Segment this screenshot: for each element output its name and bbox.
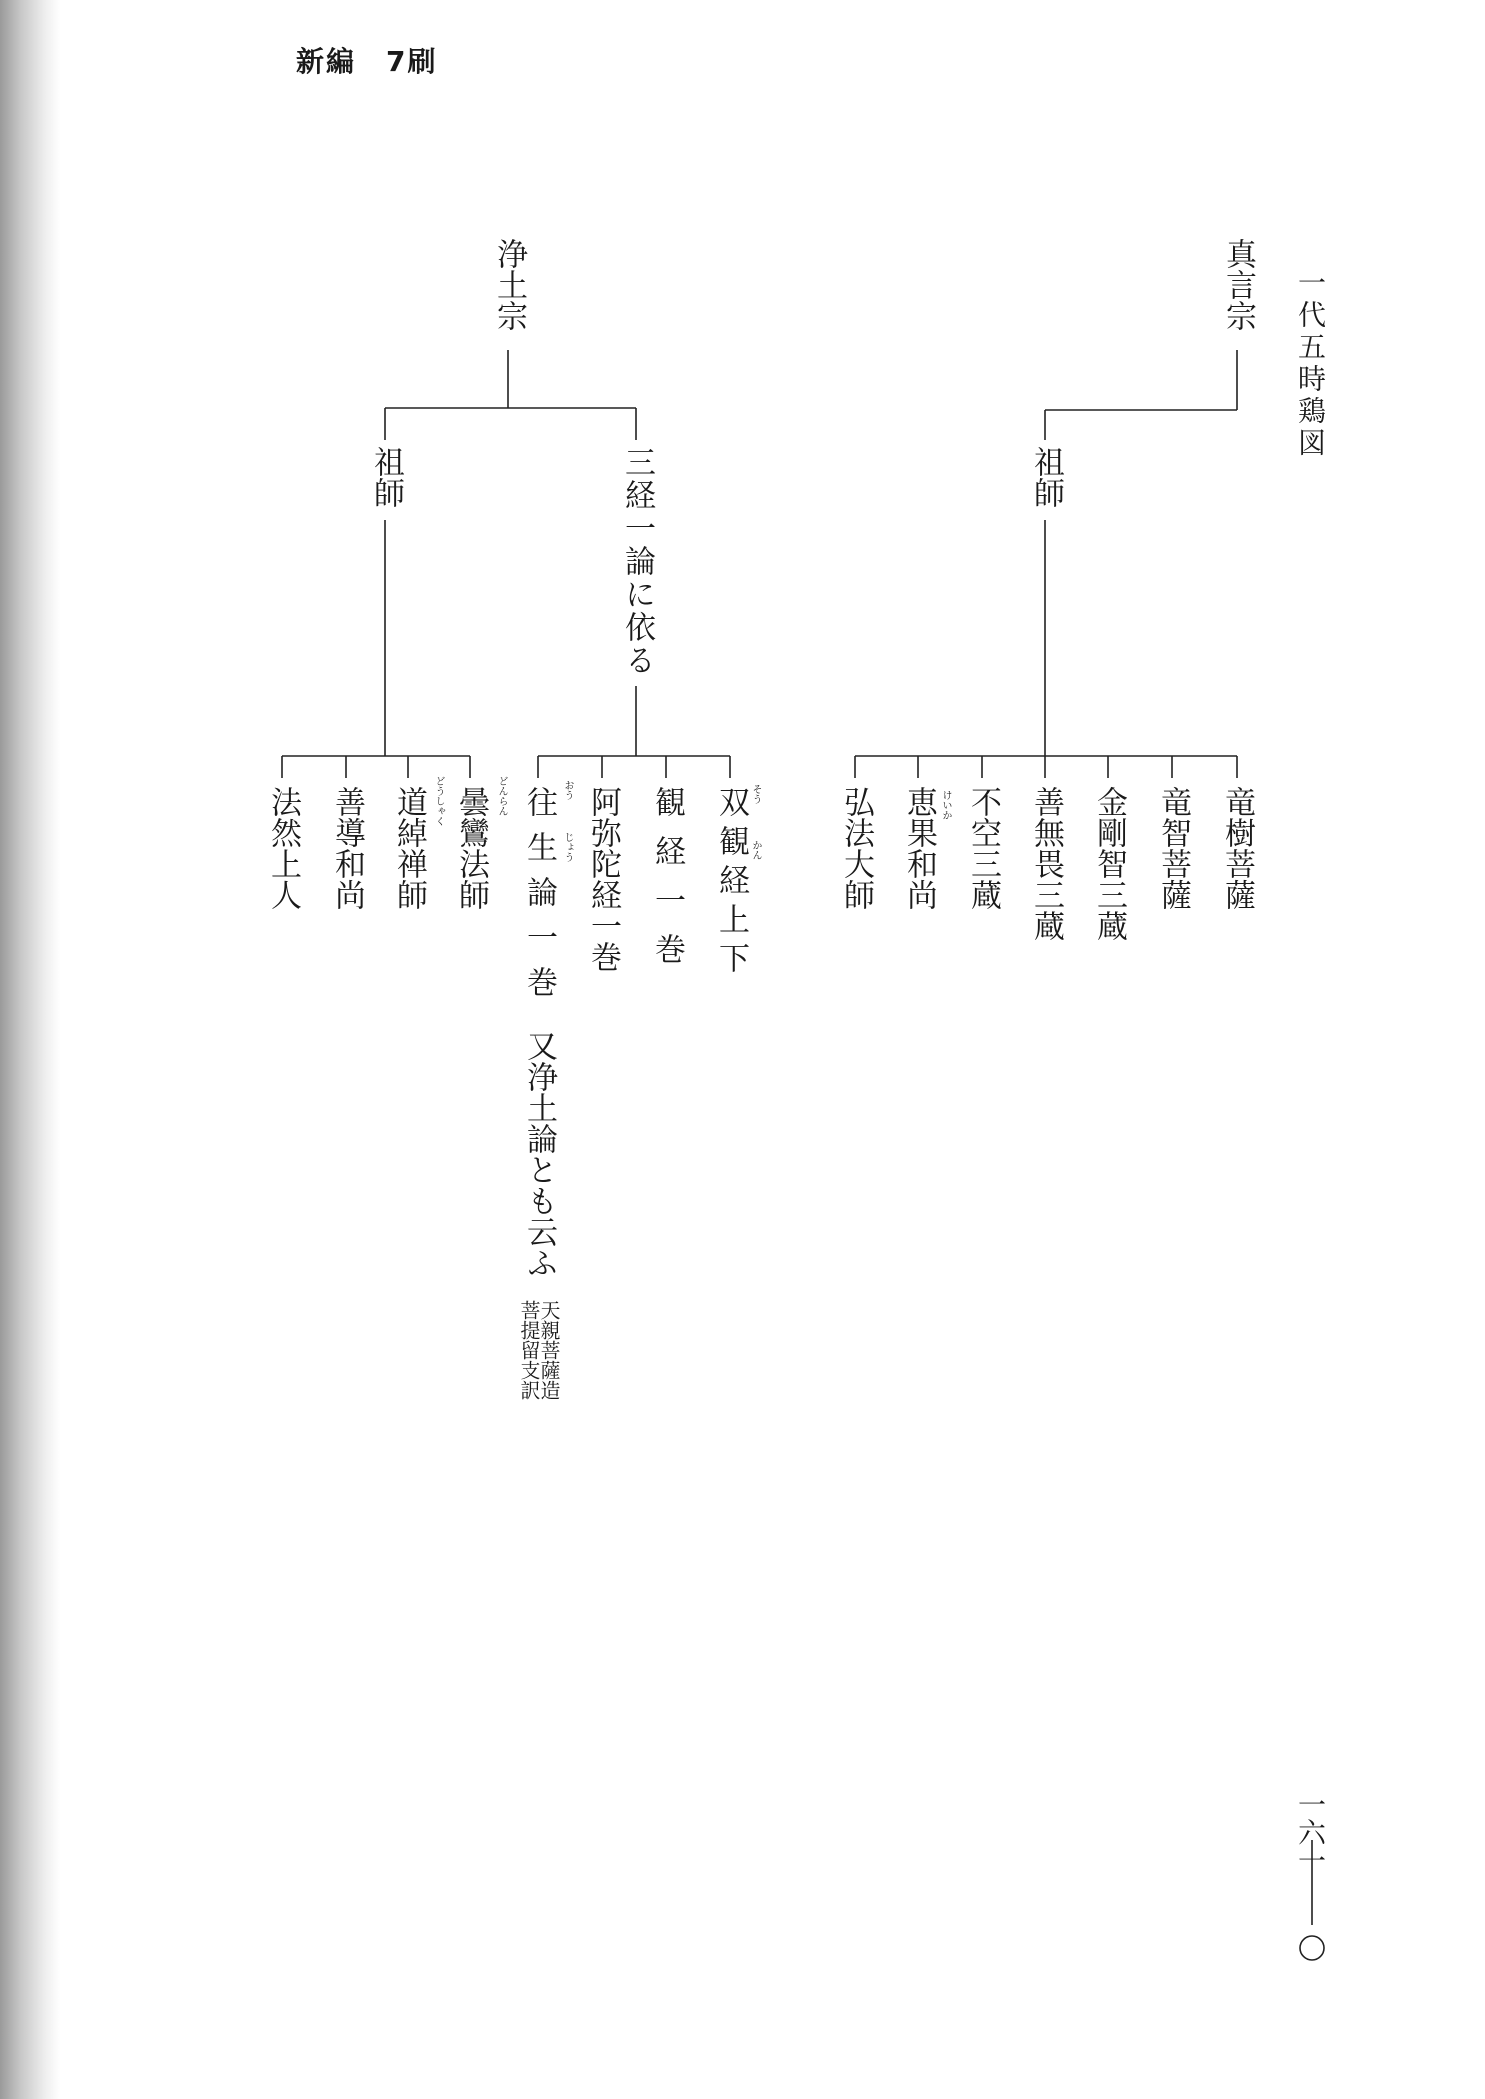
shingon-founders-label: 祖師 (1028, 446, 1064, 508)
shingon-master-1: 竜樹菩薩 (1219, 786, 1255, 910)
ruby-ou: おう (562, 780, 573, 800)
ojoron-small-2: 菩提留支訳 (517, 1300, 541, 1400)
ruby-donran: どんらん (496, 776, 507, 816)
jodo-master-1: 曇鸞法師 (453, 786, 489, 910)
jodo-founders-label: 祖師 (368, 446, 404, 508)
jodo-sect-label: 浄土宗 (491, 238, 527, 331)
shingon-master-4: 善無畏三蔵 (1028, 786, 1064, 941)
jodo-master-3: 善導和尚 (329, 786, 365, 910)
ojoron-note: 又浄土論とも云ふ (521, 1030, 557, 1278)
ruby-sou: そう (750, 784, 761, 804)
shingon-master-3: 金剛智三蔵 (1091, 786, 1127, 941)
scripture-3: 阿弥陀経一巻 (585, 786, 621, 972)
ruby-doshaku: どうしゃく (433, 776, 444, 826)
shingon-master-2: 竜智菩薩 (1155, 786, 1191, 910)
ruby-kan: かん (750, 840, 761, 860)
page-number-circle (1292, 1928, 1332, 1968)
shingon-master-6: 恵果和尚 (901, 786, 937, 910)
page-number: 一六一 (1294, 1790, 1327, 1874)
scripture-1: 双観経上下 (713, 786, 749, 981)
jodo-scripture-label: 三経一論に依る (619, 446, 655, 677)
document-title: 一代五時鶏図 (1294, 268, 1327, 460)
jodo-master-2: 道綽禅師 (391, 786, 427, 910)
jodo-master-4: 法然上人 (265, 786, 301, 910)
shingon-master-7: 弘法大師 (838, 786, 874, 910)
scripture-2: 観経一巻 (649, 786, 685, 982)
ruby-keika: けいか (940, 790, 951, 820)
scripture-4: 往生論一巻 (521, 786, 557, 1011)
edition-header: 新編 7刷 (296, 45, 438, 78)
shingon-master-5: 不空三蔵 (965, 786, 1001, 910)
ruby-jou: じょう (562, 832, 573, 862)
shingon-sect-label: 真言宗 (1220, 238, 1256, 331)
ojoron-small-1: 天親菩薩造 (537, 1300, 561, 1400)
